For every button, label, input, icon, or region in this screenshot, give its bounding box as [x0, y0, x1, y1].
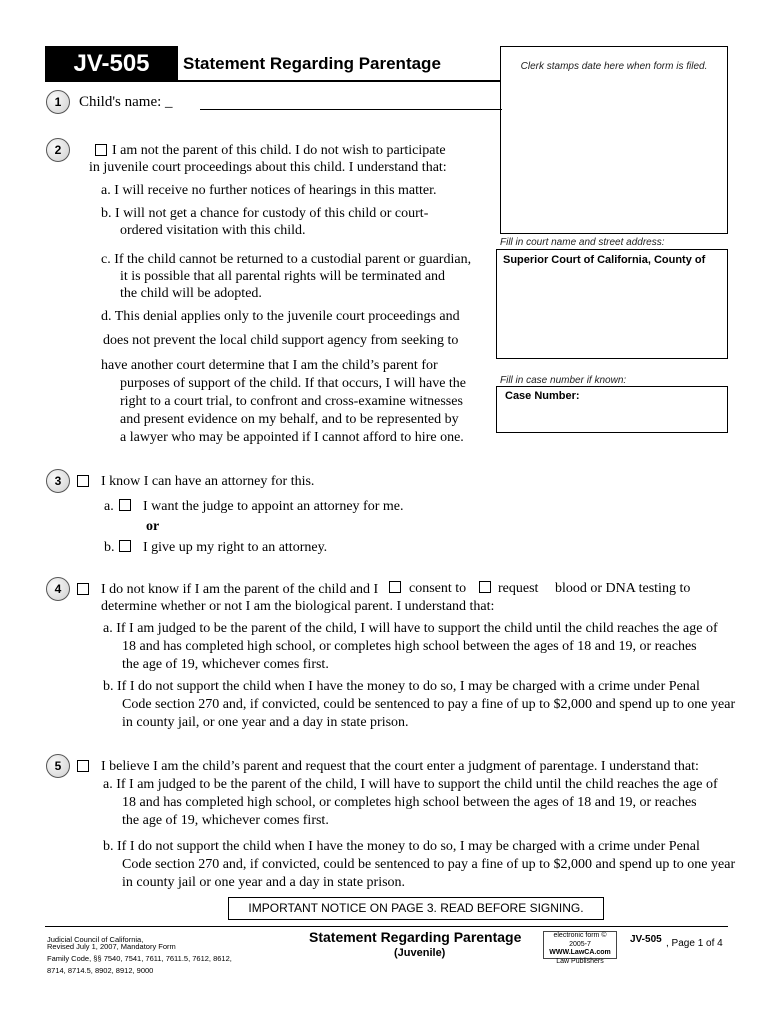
lawca-stamp-url: WWW.LawCA.com: [549, 949, 611, 956]
item-2-b2: ordered visitation with this child.: [120, 223, 306, 238]
item-2-number: 2: [46, 138, 70, 162]
child-name-field[interactable]: [200, 109, 502, 110]
case-number-label: Case Number:: [505, 390, 580, 402]
item-5-checkbox[interactable]: [77, 760, 89, 772]
item-4-a1: a. If I am judged to be the parent of the child, I will have to support the child until the child reaches the age of: [103, 621, 718, 636]
item-5-a2: 18 and has completed high school, or completes high school between the ages of 18 and 19, or reaches: [122, 795, 697, 810]
item-2-line1: I am not the parent of this child. I do not wish to participate: [112, 143, 446, 158]
item-4-text4: blood or DNA testing to: [555, 581, 691, 596]
item-2-c1: c. If the child cannot be returned to a custodial parent or guardian,: [101, 252, 472, 267]
item-4-b3: in county jail, or one year and a day in state prison.: [122, 715, 409, 730]
item-2-d6: and present evidence on my behalf, and to be represented by: [120, 412, 459, 427]
item-3-b-text: I give up my right to an attorney.: [143, 540, 328, 555]
item-3-text: I know I can have an attorney for this.: [101, 474, 315, 489]
item-4-b1: b. If I do not support the child when I have the money to do so, I may be charged with a crime under Penal: [103, 679, 700, 694]
court-label: Superior Court of California, County of: [503, 254, 706, 266]
item-3a-checkbox[interactable]: [119, 499, 131, 511]
lawca-stamp-line3: Law Publishers: [556, 957, 604, 965]
footer-revised: Revised July 1, 2007, Mandatory Form: [47, 942, 176, 951]
lawca-stamp: [543, 931, 617, 965]
footer-publisher: Judicial Council of California,: [47, 935, 144, 944]
item-1-number: 1: [46, 90, 70, 114]
item-2-line2: in juvenile court proceedings about this child. I understand that:: [89, 160, 447, 175]
case-number-hint: Fill in case number if known:: [500, 375, 627, 386]
footer-page-number: , Page 1 of 4: [666, 938, 723, 949]
item-4-line2: determine whether or not I am the biological parent. I understand that:: [101, 599, 495, 614]
clerk-stamp-label: Clerk stamps date here when form is filed.: [520, 61, 708, 72]
footer-left: [47, 935, 232, 976]
item-4-a3: the age of 19, whichever comes first.: [122, 657, 329, 672]
item-2-b1: b. I will not get a chance for custody of this child or court-: [101, 206, 429, 221]
item-5-b2: Code section 270 and, if convicted, could be sentenced to pay a fine of up to $2,000 and spend up to one year: [122, 857, 736, 872]
item-2-c2: it is possible that all parental rights will be terminated and: [120, 269, 446, 284]
form-id-badge: JV-505: [45, 46, 178, 82]
item-2-d7: a lawyer who may be appointed if I cannot afford to hire one.: [120, 430, 464, 445]
item-5-line1: I believe I am the child’s parent and request that the court enter a judgment of parentage. I understand that:: [101, 759, 699, 774]
footer-subtitle: (Juvenile): [394, 947, 446, 959]
item-5-number: 5: [46, 754, 70, 778]
item-4-b2: Code section 270 and, if convicted, could be sentenced to pay a fine of up to $2,000 and spend up to one year: [122, 697, 736, 712]
item-2-d5: right to a court trial, to confront and cross-examine witnesses: [120, 394, 463, 409]
item-2-d2: does not prevent the local child support agency from seeking to: [103, 333, 459, 348]
footer-code1: Family Code, §§ 7540, 7541, 7611, 7611.5, 7612, 8612,: [47, 954, 232, 963]
consent-checkbox[interactable]: [389, 581, 401, 593]
footer-rule: [45, 926, 728, 927]
case-number-box[interactable]: [496, 386, 728, 433]
footer-form-id: JV-505: [630, 934, 662, 945]
item-3-a-text: I want the judge to appoint an attorney for me.: [143, 499, 404, 514]
consent-label: consent to: [409, 581, 467, 596]
title-underline: [45, 80, 500, 82]
item-4-text1: I do not know if I am the parent of the child and I: [101, 582, 379, 597]
request-checkbox[interactable]: [479, 581, 491, 593]
item-2-a: a. I will receive no further notices of hearings in this matter.: [101, 183, 437, 198]
item-2-c3: the child will be adopted.: [120, 286, 262, 301]
form-title: Statement Regarding Parentage: [183, 54, 441, 73]
court-name-box[interactable]: [496, 249, 728, 359]
item-4-number: 4: [46, 577, 70, 601]
item-5-a1: a. If I am judged to be the parent of the child, I will have to support the child until the child reaches the age of: [103, 777, 718, 792]
item-2-d1: d. This denial applies only to the juvenile court proceedings and: [101, 309, 460, 324]
item-3b-checkbox[interactable]: [119, 540, 131, 552]
item-3-checkbox[interactable]: [77, 475, 89, 487]
court-hint: Fill in court name and street address:: [500, 237, 665, 248]
item-5-b1: b. If I do not support the child when I have the money to do so, I may be charged with a crime under Penal: [103, 839, 700, 854]
clerk-stamp-box[interactable]: [500, 46, 728, 234]
item-2-d3: have another court determine that I am the child’s parent for: [101, 358, 438, 373]
item-2-checkbox[interactable]: [95, 144, 107, 156]
item-4-a2: 18 and has completed high school, or completes high school between the ages of 18 and 19, or reaches: [122, 639, 697, 654]
lawca-stamp-line1: electronic form © 2005-7: [553, 932, 607, 948]
important-notice: IMPORTANT NOTICE ON PAGE 3. READ BEFORE SIGNING.: [228, 897, 604, 920]
child-name-label: Child's name: _: [79, 94, 173, 110]
item-3-number: 3: [46, 469, 70, 493]
item-5-a3: the age of 19, whichever comes first.: [122, 813, 329, 828]
footer-title: Statement Regarding Parentage: [309, 929, 522, 945]
item-2-d4: purposes of support of the child. If that occurs, I will have the: [120, 376, 467, 391]
item-4-checkbox[interactable]: [77, 583, 89, 595]
footer-code2: 8714, 8714.5, 8902, 8912, 9000: [47, 966, 154, 975]
item-3-a-letter: a.: [104, 499, 114, 514]
item-3-or: or: [146, 519, 160, 534]
item-3-b-letter: b.: [104, 540, 115, 555]
request-label: request: [498, 581, 539, 596]
item-5-b3: in county jail or one year and a day in state prison.: [122, 875, 406, 890]
